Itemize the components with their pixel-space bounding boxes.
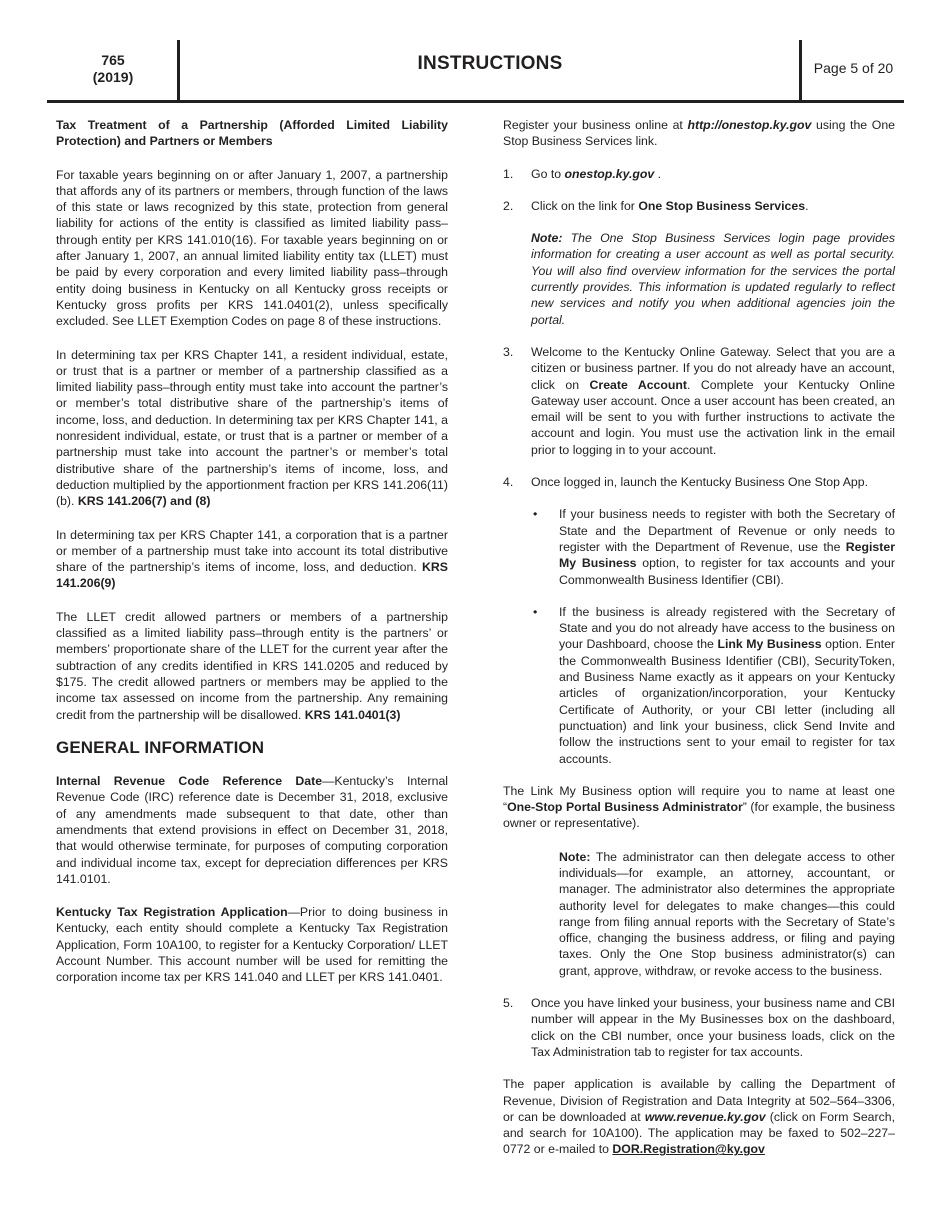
note-administrator: Note: The administrator can then delegate access to other individuals—for example, an attorney, accountant, or manager. The administrator also determines the appropriate authority level for delegates to make changes—this could range from filing annual reports with the Secretary of State’s office, changing the business address, or filing and paying taxes. Only the One Stop business administrator(s) can grant, approve, withdraw, or revoke access to the business. bbox=[559, 849, 895, 978]
onestop-url-link[interactable]: http://onestop.ky.gov bbox=[687, 118, 812, 132]
paragraph-resident: In determining tax per KRS Chapter 141, a resident individual, estate, or trust that is a partner or member of a partnership classified as a limited liability pass–through entity must take into account the partner’s or member’s total distributive share of the partnership’s items of income, loss, and deduction. In determining tax per KRS Chapter 141, a nonresident individual, estate, or trust that is a partner or member of a partnership must take into account the partner’s or member’s total distributive share of the partnership’s items of income, loss, and deduction multiplied by the apportionment fraction per KRS 141.206(11)(b). KRS 141.206(7) and (8) bbox=[56, 347, 448, 509]
paragraph-paper-application: The paper application is available by calling the Department of Revenue, Division of Registration and Data Integrity at 502–564–3306, or can be downloaded at www.revenue.ky.gov (click on Form Search, and search for 10A100). The application may be faxed to 502–227–0772 or e-mailed to DOR.Registration@ky.gov bbox=[503, 1077, 896, 1157]
step-4: 4. Once logged in, launch the Kentucky Business One Stop App. bbox=[503, 475, 869, 490]
bullet-link-my-business: • If the business is already registered with the Secretary of State and you do not already have access to the business on your Dashboard, choose the Link My Business option. Enter the Commonwealth Business Identifier (CBI), SecurityToken, and Business Name exactly as it appears on your Kentucky articles of organization/incorporation, your Kentucky Certificate of Authority, or your CBI letter (including all punctuation) and link your business, click Send Invite and follow the instructions sent to your email to register for tax accounts. bbox=[533, 604, 896, 766]
section-heading-partnership: Tax Treatment of a Partnership (Afforded Limited Liability Protection) and Partners or Members bbox=[56, 118, 448, 149]
registration-email-link[interactable]: DOR.Registration@ky.gov bbox=[612, 1142, 765, 1157]
step-2: 2. Click on the link for One Stop Business Services. bbox=[503, 198, 809, 213]
step-3: 3. Welcome to the Kentucky Online Gateway. Select that you are a citizen or business partner. If you do not already have an account, click on Create Account. Complete your Kentucky Online Gateway user account. Once a user account has been created, an email will be sent to you with further instructions to activate the account and login. You must use the activation link in the email prior to logging in to your account. bbox=[503, 344, 895, 457]
paragraph-llet-intro: For taxable years beginning on or after January 1, 2007, a partnership that affords any of its partners or members, through function of the laws of this state or laws recognized by this state, protection from general liability for actions of the entity is classified as limited liability pass–through entity per KRS 141.010(16). For taxable years beginning on or after January 1, 2007, an annual limited liability entity tax (LLET) must be paid by every corporation and every limited liability pass–through entity doing business in Kentucky on all Kentucky gross receipts or Kentucky gross profits per KRS 141.0401(2), unless specifically excluded. See LLET Exemption Codes on page 8 of these instructions. bbox=[56, 167, 448, 329]
irc-label: Internal Revenue Code Reference Date bbox=[56, 774, 323, 789]
step-5: 5. Once you have linked your business, your business name and CBI number will appear in the My Businesses box on the dashboard, click on the CBI number, once your business loads, click on the Tax Administration tab to register for tax accounts. bbox=[503, 996, 895, 1059]
krs-ref: KRS 141.0401(3) bbox=[304, 707, 401, 722]
paragraph-register-online: Register your business online at http://onestop.ky.gov using the One Stop Business Services link. bbox=[503, 118, 896, 149]
page-number: Page 5 of 20 bbox=[813, 60, 894, 76]
general-information-heading: GENERAL INFORMATION bbox=[56, 737, 265, 757]
form-year: (2019) bbox=[92, 69, 134, 85]
paragraph-irc-date: Internal Revenue Code Reference Date—Kentucky’s Internal Revenue Code (IRC) reference date is December 31, 2018, exclusive of any amendments made subsequent to that date, other than amendments that extend provisions in effect on December 31, 2018, that would otherwise terminate, for purposes of computing corporation and individual income tax, except for depreciation differences per KRS 141.0101. bbox=[56, 774, 449, 886]
krs-ref: KRS 141.206(7) and (8) bbox=[77, 494, 211, 509]
left-column bbox=[56, 117, 448, 1003]
form-number: 765 bbox=[101, 52, 125, 68]
note-login-page: Note: The One Stop Business Services login page provides information for creating a user account as well as portal security. You will also find overview information for the services the portal currently provides. This information is updated regularly to reflect new services and notify you when additional agencies join the portal. bbox=[531, 231, 895, 327]
right-column bbox=[503, 117, 895, 1175]
step-1: 1. Go to onestop.ky.gov . bbox=[503, 166, 662, 181]
paragraph-registration: Kentucky Tax Registration Application—Prior to doing business in Kentucky, each entity should complete a Kentucky Tax Registration Application, Form 10A100, to register for a Kentucky Corporation/ LLET Account Number. This account number will be used for remitting the corporation income tax per KRS 141.040 and LLET per KRS 141.0401. bbox=[56, 905, 448, 985]
revenue-url-link[interactable]: www.revenue.ky.gov bbox=[644, 1109, 766, 1124]
form-number-block bbox=[63, 52, 163, 86]
header-rule bbox=[47, 100, 904, 103]
paragraph-llet-credit: The LLET credit allowed partners or members of a partnership classified as a limited liability pass–through entity is the partners’ or members’ proportionate share of the LLET for the current year after the subtraction of any credits identified in KRS 141.0205 and reduced by $175. The credit allowed partners or members may be applied to the income tax assessed on income from the partnership. Any remaining credit from the partnership will be disallowed. KRS 141.0401(3) bbox=[56, 609, 448, 722]
bullet-register-my-business: • If your business needs to register with both the Secretary of State and the Department of Revenue or only needs to register with the Department of Revenue, use the Register My Business option, to register for tax accounts and your Commonwealth Business Identifier (CBI). bbox=[533, 507, 895, 587]
onestop-link[interactable]: onestop.ky.gov bbox=[564, 166, 655, 181]
registration-label: Kentucky Tax Registration Application bbox=[56, 905, 288, 920]
page-title: INSTRUCTIONS bbox=[417, 53, 563, 74]
paragraph-link-my-business: The Link My Business option will require you to name at least one “One-Stop Portal Business Administrator” (for example, the business owner or representative). bbox=[503, 783, 895, 831]
paragraph-corporation: In determining tax per KRS Chapter 141, a corporation that is a partner or member of a partnership must take into account its total distributive share of the partnership’s items of income, loss, and deduction. KRS 141.206(9) bbox=[56, 527, 448, 591]
krs-ref: KRS 141.206(9) bbox=[56, 560, 448, 591]
